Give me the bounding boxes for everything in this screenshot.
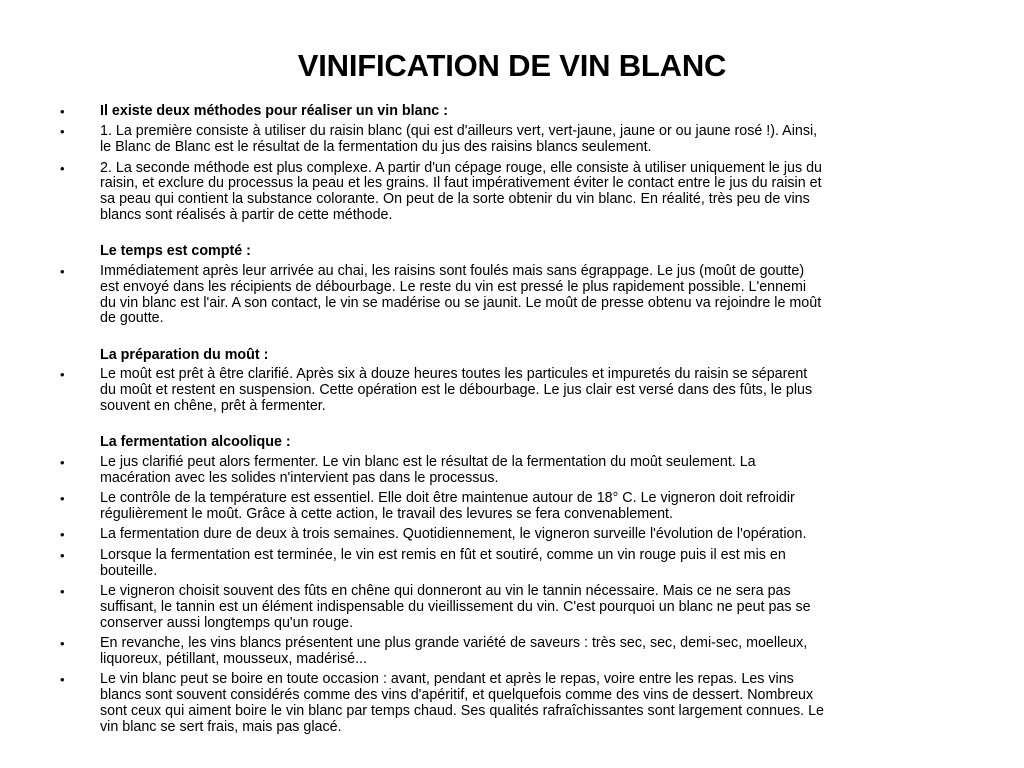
text-line: Immédiatement après leur arrivée au chai, les raisins sont foulés mais sans égrappage. Le jus (moût de goutte) bbox=[100, 263, 805, 279]
text-line: Le contrôle de la température est essentiel. Elle doit être maintenue autour de 18° C. Le vigneron doit refroidir bbox=[100, 490, 795, 507]
bullet-marker: • bbox=[60, 672, 65, 688]
bullet-text bbox=[100, 527, 970, 543]
slide-title: VINIFICATION DE VIN BLANC bbox=[297, 48, 727, 83]
text-line: raisin, et exclure du processus la peau et les grains. Il faut impérativement éviter le contact entre le jus du raisin et bbox=[100, 175, 822, 192]
bullet-marker: • bbox=[60, 491, 65, 507]
bullet-marker: • bbox=[60, 104, 65, 119]
text-line: La préparation du moût : bbox=[100, 346, 269, 363]
text-line: macération avec les solides n'intervient pas dans le processus. bbox=[100, 469, 499, 486]
bullet-marker: • bbox=[60, 367, 65, 383]
text-line: Il existe deux méthodes pour réaliser un vin blanc : bbox=[100, 103, 448, 119]
section-heading-text bbox=[100, 244, 970, 260]
text-line: souvent en chêne, prêt à fermenter. bbox=[100, 397, 326, 414]
section-heading-text bbox=[100, 348, 970, 364]
bullet-marker: • bbox=[60, 160, 65, 176]
text-line: Le vin blanc peut se boire en toute occasion : avant, pendant et après le repas, voire entre les repas. Les vins bbox=[100, 671, 794, 688]
text-line: du vin blanc est l'air. A son contact, le vin se madérise ou se jaunit. Le moût de presse obtenu va rejoindre le moût bbox=[100, 294, 822, 311]
text-line: Le jus clarifié peut alors fermenter. Le vin blanc est le résultat de la fermentation du moût seulement. La bbox=[100, 454, 756, 470]
text-line: Lorsque la fermentation est terminée, le vin est remis en fût et soutiré, comme un vin rouge puis il est mis en bbox=[100, 546, 786, 563]
text-line: blancs sont souvent considérés comme des vins d'apéritif, et quelquefois comme des vins de dessert. Nombreux bbox=[100, 686, 814, 703]
bullet-text bbox=[100, 367, 970, 414]
bullet-text bbox=[100, 636, 970, 668]
bullet-text bbox=[100, 104, 970, 120]
bullet-marker: • bbox=[60, 636, 65, 651]
text-line: 2. La seconde méthode est plus complexe. A partir d'un cépage rouge, elle consiste à utiliser uniquement le jus du bbox=[100, 159, 822, 176]
text-line: du moût et restent en suspension. Cette opération est le débourbage. Le jus clair est versé dans des fûts, le plus bbox=[100, 382, 813, 399]
bullet-text bbox=[100, 491, 970, 523]
text-line: sa peau qui contient la substance colorante. On peut de la sorte obtenir du vin blanc. En réalité, très peu de vins bbox=[100, 191, 810, 208]
text-line: suffisant, le tannin est un élément indispensable du vieillissement du vin. C'est pourquoi un blanc ne peut pas se bbox=[100, 598, 811, 615]
text-line: sont ceux qui aiment boire le vin blanc par temps chaud. Ses qualités rafraîchissantes sont largement connues. Le bbox=[100, 702, 824, 719]
bullet-marker: • bbox=[60, 124, 65, 140]
text-line: Le temps est compté : bbox=[100, 243, 251, 260]
bullet-marker: • bbox=[60, 455, 65, 470]
bullet-text bbox=[100, 124, 970, 156]
section-heading-text bbox=[100, 435, 970, 451]
bullet-marker: • bbox=[60, 584, 65, 599]
text-line: La fermentation alcoolique : bbox=[100, 434, 291, 451]
text-line: vin blanc se sert frais, mais pas glacé. bbox=[100, 718, 342, 735]
bullet-marker: • bbox=[60, 527, 65, 543]
text-line: conserver aussi longtemps qu'un rouge. bbox=[100, 614, 354, 631]
bullet-marker: • bbox=[60, 264, 65, 279]
text-line: blancs sont réalisés à partir de cette méthode. bbox=[100, 206, 393, 223]
text-line: Le vigneron choisit souvent des fûts en chêne qui donneront au vin le tannin nécessaire. Mais ce ne sera pas bbox=[100, 583, 791, 599]
text-line: bouteille. bbox=[100, 562, 158, 579]
text-line: La fermentation dure de deux à trois semaines. Quotidiennement, le vigneron surveille l'évolution de l'opération. bbox=[100, 526, 807, 543]
text-line: de goutte. bbox=[100, 310, 164, 327]
text-line: est envoyé dans les récipients de débourbage. Le reste du vin est pressé le plus rapidement possible. L'ennemi bbox=[100, 278, 807, 295]
bullet-text bbox=[100, 264, 970, 327]
bullet-text bbox=[100, 455, 970, 487]
slide-content bbox=[0, 104, 1024, 764]
text-line: liquoreux, pétillant, mousseux, madérisé... bbox=[100, 650, 368, 667]
text-line: En revanche, les vins blancs présentent une plus grande variété de saveurs : très sec, sec, demi-sec, moelleux, bbox=[100, 635, 808, 651]
bullet-text bbox=[100, 584, 970, 631]
bullet-marker: • bbox=[60, 547, 65, 563]
text-line: Le moût est prêt à être clarifié. Après six à douze heures toutes les particules et impuretés du raisin se séparent bbox=[100, 366, 808, 383]
text-line: 1. La première consiste à utiliser du raisin blanc (qui est d'ailleurs vert, vert-jaune, jaune or ou jaune rosé !). Ainsi, bbox=[100, 123, 818, 140]
bullet-text bbox=[100, 672, 970, 735]
text-line: régulièrement le moût. Grâce à cette action, le travail des levures se fera convenablement. bbox=[100, 505, 673, 522]
bullet-text bbox=[100, 161, 970, 224]
text-line: le Blanc de Blanc est le résultat de la fermentation du jus des raisins blancs seulement. bbox=[100, 139, 652, 156]
bullet-text bbox=[100, 548, 970, 580]
